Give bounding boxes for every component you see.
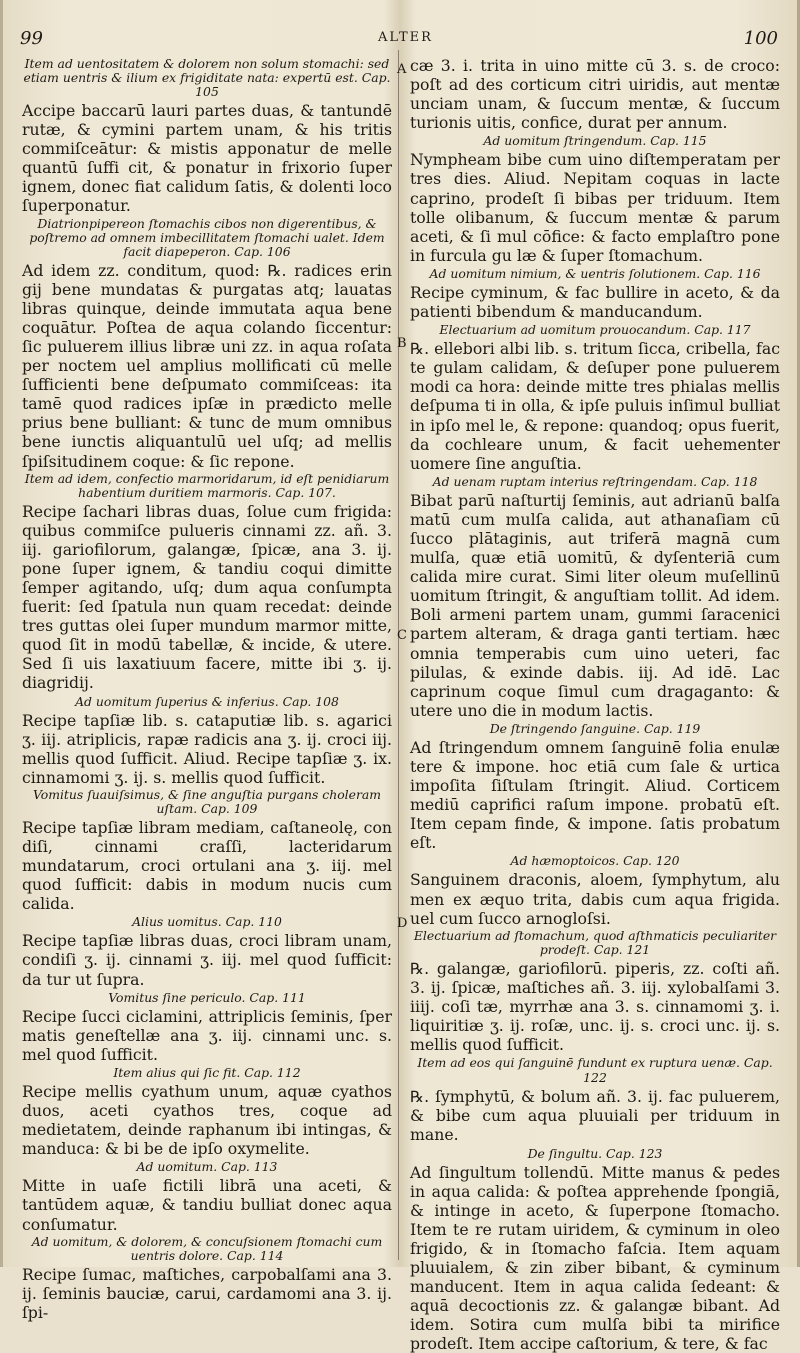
chapter-114 [22,1235,392,1322]
chapter-105 [22,57,392,216]
chapter-text: ℞. ellebori albi lib. s. tritum ſicca, cribella, fac te gulam calidam, & deſuper pone puluerem modi ca hora: deinde mitte tres phialas mellis deſpuma ti in olla, & ipſe puluis inſimul bulliat in ipſo mel le, & repone: quandoq; opus fuerit, da cochleare unum, & facit uehementer uomere ſine anguſtia. [410,339,780,473]
chapter-text: Bibat parū naſturtij ſeminis, aut adrianū balſa matū cum mulſa calida, aut athanaſiam cū ſucco plātaginis, aut triferā magnā cum mulſa, quæ etiā uomitū, & dyſenteriā cum calida mire curat. Simi liter oleum muſellinū uomitum ſtringit, & anguſtiam tollit. Ad idem. Boli armeni partem unam, gummi ſaracenici partem alteram, & draga ganti tertiam. hæc omnia temperabis cum uino ueteri, fac pilulas, & exinde dabis. iij. Ad idē. Lac caprinum coque ſimul cum dragaganto: & utere uno die in modum lactis. [410,491,780,720]
chapter-heading: Vomitus ſuauiſsimus, & ſine anguſtia purgans choleram uſtam. Cap. 109 [22,788,392,816]
margin-letter-a: A [397,62,406,77]
chapter-heading: Item ad idem, confectio marmoridarum, id eſt penidiarum habentium duritiem marmoris. Cap. 107. [22,472,392,500]
chapter-heading: Ad uomitum. Cap. 113 [22,1159,392,1174]
chapter-heading: Ad hæmoptoicos. Cap. 120 [410,853,780,868]
column-gutter-rule [398,50,399,1260]
right-column [410,56,780,1261]
chapter-heading: Diatrionpipereon ſtomachis cibos non digerentibus, & poſtremo ad omnem imbecillitatem ſtomachi ualet. Idem facit diapeperon. Cap. 106 [22,217,392,259]
chapter-117 [410,322,780,473]
chapter-text: Recipe ſucci ciclamini, attriplicis ſeminis, ſper matis geneſtellæ ana ʒ. iij. cinnami unc. s. mel quod ſufficit. [22,1007,392,1064]
chapter-108 [22,694,392,787]
left-column [22,56,392,1261]
chapter-116 [410,266,780,321]
chapter-121 [410,929,780,1054]
chapter-114-continued [410,56,780,132]
page-number-left: 99 [20,28,43,49]
chapter-heading: Item alius qui ſic fit. Cap. 112 [22,1065,392,1080]
chapter-text: Recipe mellis cyathum unum, aquæ cyathos duos, aceti cyathos tres, coque ad medietatem, deinde raphanum ibi intingas, & manduca: & bi be de ipſo oxymelite. [22,1082,392,1158]
chapter-111 [22,990,392,1064]
chapter-heading: De ſingultu. Cap. 123 [410,1146,780,1161]
chapter-heading: Ad uenam ruptam interius reſtringendam. Cap. 118 [410,474,780,489]
chapter-text: Recipe tapſiæ libras duas, croci libram unam, condiſi ʒ. ij. cinnami ʒ. iij. mel quod ſufficit: da tur ut ſupra. [22,931,392,988]
running-title: ALTER [378,30,433,45]
chapter-text: Mitte in uaſe fictili librā una aceti, & tantūdem aquæ, & tandiu bulliat donec aqua conſumatur. [22,1176,392,1233]
chapter-123 [410,1146,780,1353]
chapter-heading: Electuarium ad ſtomachum, quod aſthmaticis peculiariter prodeſt. Cap. 121 [410,929,780,957]
chapter-122 [410,1055,780,1144]
chapter-heading: Ad uomitum, & dolorem, & concuſsionem ſtomachi cum uentris dolore. Cap. 114 [22,1235,392,1263]
chapter-text: Ad ſingultum tollendū. Mitte manus & pedes in aqua calida: & poſtea apprehende ſpongiā, & intinge in aceto, & ſuperpone ſtomacho. Item te re rutam uiridem, & cyminum in oleo frigido, & in ſtomacho faſcia. Item aquam pluuialem, & zin ziber bibant, & cyminum manducent. Item in aqua calida ſedeant: & aquā decoctionis zz. & galangæ bibant. Ad idem. Sotira cum mulſa bibi ta mirifice prodeſt. Item accipe caſtorium, & tere, & fac [410,1163,780,1353]
chapter-110 [22,914,392,988]
chapter-115 [410,133,780,265]
chapter-text: Ad ſtringendum omnem ſanguinē folia enulæ tere & impone. hoc etiā cum ſale & urtica impoſita ſiſtulam ſtringit. Aliud. Corticem mediū caprifici raſum impone. probatū eſt. Item cepam finde, & impone. ſatis probatum eſt. [410,738,780,853]
chapter-heading: Item ad uentositatem & dolorem non solum stomachi: sed etiam uentris & ilium ex frigiditate nata: expertū est. Cap. 105 [22,57,392,99]
chapter-text: Recipe cyminum, & fac bullire in aceto, & da patienti bibendum & manducandum. [410,283,780,321]
running-header [0,28,800,52]
chapter-118 [410,474,780,720]
chapter-text: Ad idem zz. conditum, quod: ℞. radices erin gij bene mundatas & purgatas atq; lauatas libras quinque, deinde immutata aqua bene coquātur. Poſtea de aqua colando ſiccentur: ſic puluerem illius libræ uni zz. in aqua roſata per noctem uel amplius mollificati cū melle ſufficienti bene deſpumato commiſceas: ita tamē quod radices ipſæ in prædicto melle prius bene bulliant: & tunc de mum omnibus bene iunctis aliquantulū uel uſq; ad mellis ſpiſsitudinem coque: & ſic repone. [22,261,392,471]
chapter-text: Accipe baccarū lauri partes duas, & tantundē rutæ, & cymini partem unam, & his tritis commiſceātur: & mistis apponatur de melle quantū ſuffi cit, & ponatur in frixorio ſuper ignem, donec fiat calidum ſatis, & dolenti loco ſuperponatur. [22,101,392,216]
page-number-right: 100 [744,28,778,49]
chapter-heading: De ſtringendo ſanguine. Cap. 119 [410,721,780,736]
chapter-text: Recipe tapſiæ lib. s. cataputiæ lib. s. agarici ʒ. iij. atriplicis, rapæ radicis ana ʒ. ij. croci iij. mellis quod ſufficit. Aliud. Recipe tapſiæ ʒ. ix. cinnamomi ʒ. ij. s. mellis quod ſufficit. [22,711,392,787]
chapter-119 [410,721,780,853]
chapter-heading: Vomitus ſine periculo. Cap. 111 [22,990,392,1005]
chapter-heading: Ad uomitum nimium, & uentris ſolutionem. Cap. 116 [410,266,780,281]
chapter-text: cæ 3. i. trita in uino mitte cū 3. s. de croco: poſt ad des corticum citri uiridis, aut mentæ unciam unam, & ſuccum mentæ, & ſuccum turionis uitis, confice, durat per annum. [410,56,780,132]
chapter-text: Recipe ſumac, maſtiches, carpobalſami ana 3. ij. ſeminis bauciæ, carui, cardamomi ana 3. ij. ſpi- [22,1265,392,1322]
chapter-heading: Ad uomitum ſuperius & inferius. Cap. 108 [22,694,392,709]
chapter-text: Nympheam bibe cum uino diſtemperatam per tres dies. Aliud. Nepitam coquas in lacte caprino, prodeſt ſi bibas per triduum. Item tolle olibanum, & ſuccum mentæ & parum aceti, & ſi mul cōfice: & facto emplaſtro pone in furcula gu læ & ſuper ſtomachum. [410,150,780,265]
margin-letter-b: B [397,336,407,351]
chapter-107 [22,472,392,693]
chapter-text: Sanguinem draconis, aloem, ſymphytum, alu men ex æquo trita, dabis cum aqua frigida. uel cum ſucco arnogloſsi. [410,870,780,927]
chapter-text: ℞. ſymphytū, & bolum añ. 3. ij. fac puluerem, & bibe cum aqua pluuiali per triduum in mane. [410,1087,780,1144]
chapter-text: ℞. galangæ, gariofilorū. piperis, zz. coſti añ. 3. ij. ſpicæ, maſtiches añ. 3. iij. xylobalſami 3. iiij. coſi tæ, myrrhæ ana 3. s. cinnamomi ʒ. i. liquiritiæ ʒ. ij. roſæ, unc. ij. s. croci unc. ij. s. mellis quod ſufficit. [410,959,780,1054]
chapter-heading: Ad uomitum ſtringendum. Cap. 115 [410,133,780,148]
chapter-112 [22,1065,392,1158]
chapter-heading: Alius uomitus. Cap. 110 [22,914,392,929]
margin-letter-d: D [397,916,407,931]
chapter-heading: Electuarium ad uomitum prouocandum. Cap. 117 [410,322,780,337]
chapter-120 [410,853,780,927]
chapter-text: Recipe ſachari libras duas, ſolue cum frigida: quibus commiſce pulueris cinnami zz. añ. 3. iij. gariofilorum, galangæ, ſpicæ, ana 3. ij. pone ſuper ignem, & tandiu coqui dimitte ſemper agitando, uſq; dum aqua conſumpta fuerit: ſed ſpatula nun quam recedat: deinde tres guttas olei ſuper mundum marmor mitte, quod ſit in modū tabellæ, & incide, & utere. Sed ſi uis laxatiuum facere, mitte ibi ʒ. ij. diagridij. [22,502,392,693]
page-edge-left [0,0,3,1267]
margin-letter-c: C [397,628,407,643]
chapter-heading: Item ad eos qui ſanguinē fundunt ex ruptura uenæ. Cap. 122 [410,1055,780,1085]
chapter-109 [22,788,392,913]
chapter-text: Recipe tapſiæ libram mediam, caſtaneolę, con diſi, cinnami craſſi, lacteridarum mundatarum, croci ortulani ana ʒ. iij. mel quod ſufficit: dabis in modum nucis cum calida. [22,818,392,913]
chapter-106 [22,217,392,471]
chapter-113 [22,1159,392,1233]
